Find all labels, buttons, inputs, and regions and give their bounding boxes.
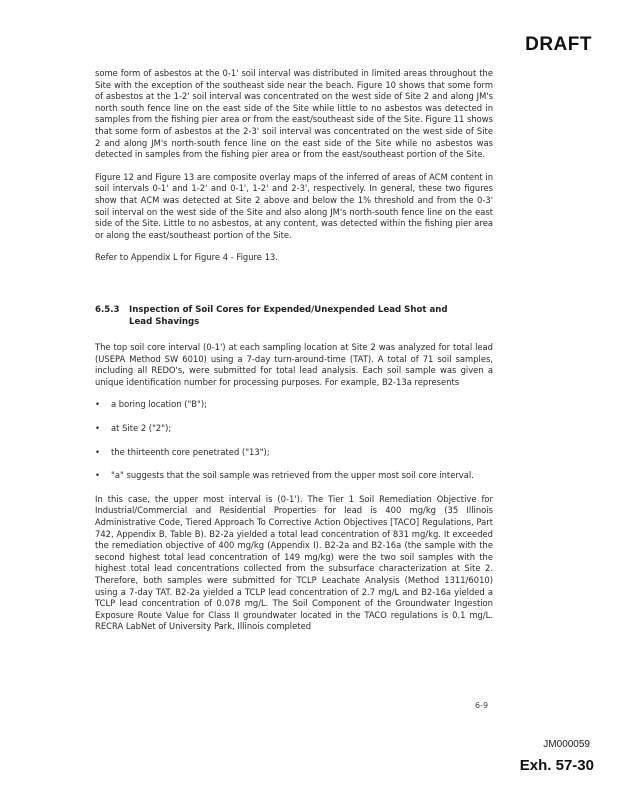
paragraph: The top soil core interval (0-1') at each sampling location at Site 2 was analyzed for total lead (USEPA Method SW 6010) using a 7-day turn-around-time (TAT). A total of 71 soil samples, including all REDO's, were submitted for total lead analysis. Each soil sample was given a unique identification number for processing purposes. For example, B2-13a represents [95, 342, 493, 387]
bullet-icon: • [95, 399, 100, 410]
bullet-text: a boring location ("B"); [111, 399, 207, 410]
body-top [95, 68, 493, 275]
bullet-icon: • [95, 422, 100, 433]
document-id: JM000059 [543, 739, 590, 750]
draft-watermark: DRAFT [525, 34, 592, 55]
body-section [95, 342, 493, 644]
list-item [95, 447, 493, 459]
paragraph: In this case, the upper most interval is (0-1'). The Tier 1 Soil Remediation Objective for Industrial/Commercial and Residential Properties for lead is 400 mg/kg (35 Illinois Administrative Code, Tiered Approach To Corrective Action Objectives [TACO] Regulations, Part 742, Appendix B, Table B). B2-2a yielded a total lead concentration of 831 mg/kg. It exceeded the remediation objective of 400 mg/kg (Appendix I). B2-2a and B2-16a (the sample with the second highest total lead concentration of 149 mg/kg) were the two soil samples with the highest total lead concentrations collected from the subsurface characterization at Site 2. Therefore, both samples were submitted for TCLP Leachate Analysis (Method 1311/6010) using a 7-day TAT. B2-2a yielded a TCLP lead concentration of 2.7 mg/L and B2-16a yielded a TCLP lead concentration of 0.078 mg/L. The Soil Component of the Groundwater Ingestion Exposure Route Value for Class II groundwater located in the TACO regulations is 0.1 mg/L. RECRA LabNet of University Park, Illinois completed [95, 493, 493, 632]
bullet-text: "a" suggests that the soil sample was retrieved from the upper most soil core interval. [111, 470, 474, 481]
exhibit-label: Exh. 57-30 [519, 757, 594, 774]
bullet-text: at Site 2 ("2"); [111, 422, 172, 433]
list-item [95, 423, 493, 435]
list-item [95, 470, 493, 482]
section-title-line2: Lead Shavings [129, 316, 200, 327]
bullet-icon: • [95, 446, 100, 457]
bullet-text: the thirteenth core penetrated ("13"); [111, 446, 270, 457]
section-number: 6.5.3 [95, 305, 120, 315]
list-item [95, 399, 493, 411]
paragraph: some form of asbestos at the 0-1' soil interval was distributed in limited areas throughout the Site with the exception of the southeast side near the beach. Figure 10 shows that some form of asbestos at the 1-2' soil interval was concentrated on the west side of Site 2 and along JM's north south fence line on the east side of the Site while little to no asbestos was detected in samples from the fishing pier area or from the east/southeast side of the Site. Figure 11 shows that some form of asbestos at the 2-3' soil interval was concentrated on the west side of Site 2 and along JM's north-south fence line on the east side of the Site while no asbestos was detected in samples from the fishing pier area or from the east/southeast portion of the Site. [95, 68, 493, 160]
section-heading [95, 305, 493, 328]
paragraph: Refer to Appendix L for Figure 4 - Figure 13. [95, 252, 278, 263]
paragraph: Figure 12 and Figure 13 are composite overlay maps of the inferred of areas of ACM content in soil intervals 0-1' and 1-2' and 0-1', 1-2' and 2-3', respectively. In general, these two figures show that ACM was detected at Site 2 above and below the 1% threshold and from the 0-3' soil interval on the west side of the Site and also along JM's north-south fence line on the east side of the Site. Little to no asbestos, at any content, was detected within the fishing pier area or along the east/southeast portion of the Site. [95, 171, 493, 240]
section-title-line1: Inspection of Soil Cores for Expended/Unexpended Lead Shot and [129, 305, 448, 315]
bullet-icon: • [95, 470, 100, 481]
page-number: 6-9 [475, 701, 489, 710]
bullet-list [95, 399, 493, 481]
